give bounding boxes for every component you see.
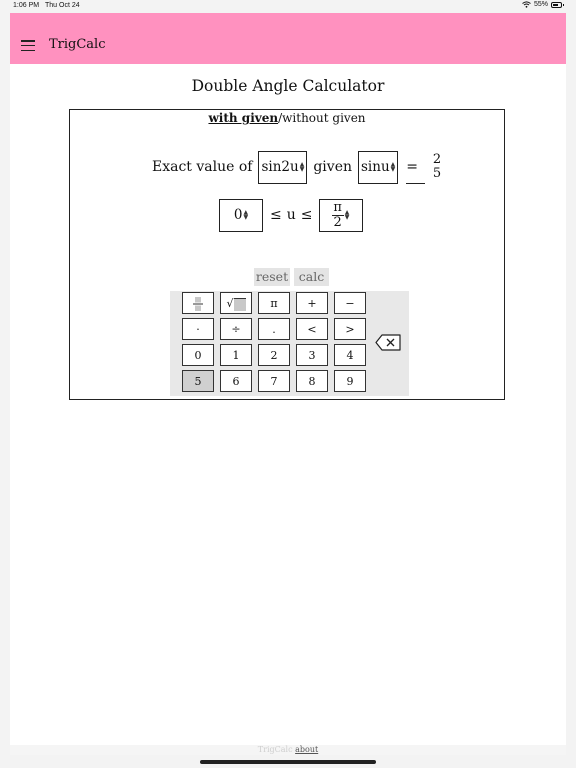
- key-5[interactable]: 5: [182, 370, 214, 392]
- key-plus[interactable]: +: [296, 292, 328, 314]
- given-value-denominator: 5: [432, 166, 442, 181]
- key-minus[interactable]: −: [334, 292, 366, 314]
- given-function-select[interactable]: [358, 151, 398, 184]
- select-arrows-icon: ▲ ▼: [299, 161, 305, 173]
- select-arrows-icon: ▲ ▼: [390, 161, 396, 173]
- given-value-input[interactable]: [428, 153, 446, 181]
- key-0[interactable]: 0: [182, 344, 214, 366]
- battery-icon: [551, 2, 562, 8]
- select-arrows-icon: ▲ ▼: [344, 209, 350, 221]
- key-sqrt[interactable]: [220, 292, 252, 314]
- function-select[interactable]: [258, 151, 307, 184]
- lower-bound-value: 0: [233, 207, 243, 223]
- key-9[interactable]: 9: [334, 370, 366, 392]
- battery-percent: 55%: [533, 1, 548, 8]
- wifi-icon: [522, 1, 531, 8]
- upper-bound-fraction: [332, 201, 344, 230]
- given-function-value: sinu: [361, 159, 390, 175]
- status-date: Thu Oct 24: [45, 2, 80, 9]
- key-1[interactable]: 1: [220, 344, 252, 366]
- mode-with-given[interactable]: with given: [208, 111, 279, 125]
- status-time: 1:06 PM: [13, 2, 40, 9]
- key-divide[interactable]: ÷: [220, 318, 252, 340]
- key-less-than[interactable]: <: [296, 318, 328, 340]
- key-8[interactable]: 8: [296, 370, 328, 392]
- lower-bound-select[interactable]: [219, 199, 263, 232]
- expression-row: [152, 150, 446, 184]
- function-select-value: sin2u: [261, 159, 299, 175]
- sqrt-placeholder-icon: [234, 298, 246, 311]
- page-title: Double Angle Calculator: [191, 77, 385, 95]
- sqrt-symbol: √: [226, 297, 234, 310]
- key-4[interactable]: 4: [334, 344, 366, 366]
- upper-bound-denominator: 2: [333, 214, 342, 230]
- footer: [10, 745, 566, 755]
- key-multiply-dot[interactable]: ·: [182, 318, 214, 340]
- given-value-numerator: 2: [432, 152, 442, 167]
- menu-icon[interactable]: [21, 40, 35, 51]
- about-link[interactable]: about: [295, 745, 319, 754]
- key-greater-than[interactable]: >: [334, 318, 366, 340]
- expression-prefix: Exact value of: [152, 159, 253, 175]
- key-6[interactable]: 6: [220, 370, 252, 392]
- key-2[interactable]: 2: [258, 344, 290, 366]
- select-arrows-icon: ▲ ▼: [243, 209, 249, 221]
- mode-without-given[interactable]: without given: [282, 111, 366, 125]
- app-title: TrigCalc: [49, 37, 106, 52]
- given-label: given: [313, 159, 352, 175]
- backspace-icon[interactable]: [375, 334, 401, 351]
- key-3[interactable]: 3: [296, 344, 328, 366]
- range-row: [219, 198, 363, 232]
- mode-separator: /: [278, 111, 283, 125]
- given-value-underline: [406, 183, 425, 184]
- status-bar: [0, 0, 576, 13]
- reset-button[interactable]: reset: [255, 269, 289, 284]
- range-op-1: ≤: [270, 207, 282, 223]
- key-7[interactable]: 7: [258, 370, 290, 392]
- upper-bound-select[interactable]: [319, 199, 363, 232]
- upper-bound-numerator: π: [333, 199, 342, 215]
- fraction-icon: [193, 296, 203, 312]
- equals-sign: =: [406, 159, 418, 175]
- key-decimal[interactable]: .: [258, 318, 290, 340]
- keypad: [170, 291, 409, 396]
- app-bar: [10, 13, 566, 64]
- home-indicator[interactable]: [200, 760, 376, 764]
- range-op-2: ≤: [300, 207, 313, 223]
- mode-switch: [70, 111, 504, 125]
- key-fraction[interactable]: [182, 292, 214, 314]
- range-variable: u: [286, 207, 296, 223]
- status-right: [522, 1, 562, 8]
- app-window: [10, 13, 566, 755]
- calculator-panel: [69, 109, 505, 400]
- key-pi[interactable]: π: [258, 292, 290, 314]
- footer-brand: TrigCalc: [257, 745, 293, 754]
- calc-button[interactable]: calc: [294, 268, 329, 286]
